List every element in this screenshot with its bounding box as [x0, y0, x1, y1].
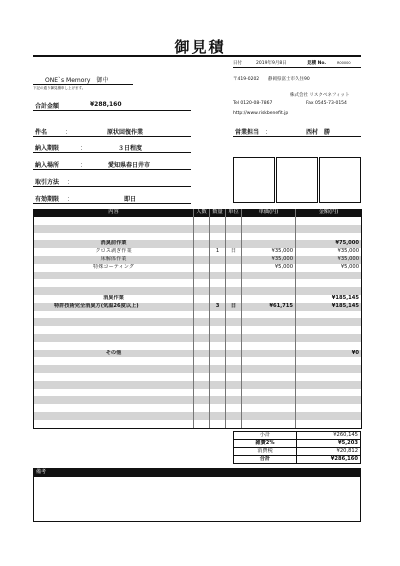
table-row: [34, 334, 362, 342]
delivery-place-label: 納入場所: [35, 162, 60, 169]
cell-people: [194, 279, 210, 287]
company-postal: 〒419-0202: [233, 77, 260, 82]
cell-amount: ¥185,145: [296, 295, 362, 303]
cell-people: [194, 389, 210, 397]
cell-description: [34, 396, 194, 404]
totals-label: 消費税: [234, 448, 297, 456]
cell-amount: [296, 272, 362, 280]
cell-quantity: [210, 381, 226, 389]
sales-rep-colon: ：: [265, 129, 272, 136]
totals-value: ¥286,160: [297, 456, 361, 464]
cell-description: [34, 404, 194, 412]
cell-unit: [226, 264, 242, 272]
table-row: [34, 311, 362, 319]
cell-unit-price: [242, 396, 296, 404]
cell-quantity: [210, 412, 226, 420]
cell-quantity: [210, 326, 226, 334]
cell-quantity: [210, 389, 226, 397]
cell-amount: [296, 420, 362, 428]
customer-name: ONE`s Memory 御中: [45, 77, 109, 84]
cell-description: クロス剥ぎ作業: [34, 248, 194, 256]
table-row: [34, 404, 362, 412]
cell-quantity: [210, 365, 226, 373]
cell-amount: [296, 342, 362, 350]
cell-amount: ¥75,000: [296, 240, 362, 248]
cell-quantity: [210, 357, 226, 365]
cell-people: [194, 256, 210, 264]
header-unit: 単位: [226, 209, 242, 217]
table-row: [34, 365, 362, 373]
title-rule: [33, 55, 361, 57]
cell-unit-price: [242, 279, 296, 287]
cell-unit: [226, 233, 242, 241]
cell-people: [194, 357, 210, 365]
header-people: 人数: [194, 209, 210, 217]
cell-amount: ¥35,000: [296, 256, 362, 264]
cell-description: [34, 412, 194, 420]
totals-row: [234, 456, 361, 464]
cell-amount: [296, 396, 362, 404]
cell-unit-price: [242, 342, 296, 350]
cell-unit: [226, 389, 242, 397]
table-row: [34, 420, 362, 428]
cell-amount: ¥5,000: [296, 264, 362, 272]
cell-quantity: [210, 420, 226, 428]
cell-quantity: [210, 256, 226, 264]
estimate-no-value: R00000: [337, 61, 351, 65]
total-amount-value: ¥288,160: [90, 101, 122, 108]
validity-label: 有効期限: [35, 196, 60, 203]
table-row: [34, 240, 362, 248]
cell-unit-price: ¥35,000: [242, 248, 296, 256]
cell-people: [194, 287, 210, 295]
cell-unit-price: [242, 326, 296, 334]
cell-quantity: [210, 272, 226, 280]
cell-description: [34, 381, 194, 389]
delivery-place-colon: ：: [80, 162, 87, 169]
cell-unit: [226, 256, 242, 264]
payment-method-rule: [33, 186, 191, 187]
cell-amount: [296, 326, 362, 334]
sales-rep-rule: [233, 136, 361, 137]
cell-amount: [296, 334, 362, 342]
cell-amount: [296, 233, 362, 241]
cell-unit-price: [242, 240, 296, 248]
cell-amount: ¥35,000: [296, 248, 362, 256]
cell-unit-price: [242, 318, 296, 326]
table-row: [34, 396, 362, 404]
cell-description: [34, 389, 194, 397]
cell-amount: [296, 412, 362, 420]
cell-people: [194, 365, 210, 373]
cell-quantity: [210, 217, 226, 225]
cell-unit: [226, 373, 242, 381]
cell-amount: [296, 373, 362, 381]
cell-description: [34, 225, 194, 233]
header-amount: 金額(円): [296, 209, 362, 217]
validity-rule: [33, 203, 191, 204]
deadline-label: 納入期限: [35, 145, 60, 152]
table-row: [34, 264, 362, 272]
totals-value: ¥5,203: [297, 440, 361, 448]
cell-unit-price: [242, 381, 296, 389]
cell-amount: [296, 279, 362, 287]
cell-amount: [296, 357, 362, 365]
cell-unit-price: [242, 420, 296, 428]
table-row: [34, 350, 362, 358]
cell-amount: [296, 404, 362, 412]
date-label: 日付: [233, 61, 242, 66]
subject-label: 件名: [35, 129, 48, 136]
cell-unit: 日: [226, 248, 242, 256]
company-url[interactable]: http://www.riskbenefit.jp: [233, 111, 289, 116]
table-row: [34, 233, 362, 241]
cell-unit: [226, 396, 242, 404]
items-table: [33, 209, 362, 429]
payment-method-colon: ：: [67, 179, 74, 186]
cell-description: [34, 279, 194, 287]
subject-value: 原状回復作業: [107, 129, 144, 136]
cell-description: [34, 311, 194, 319]
subject-rule: [33, 136, 191, 137]
table-row: [34, 256, 362, 264]
header-unit-price: 単価(円): [242, 209, 296, 217]
cell-description: [34, 287, 194, 295]
sales-rep-label: 営業担当: [235, 129, 260, 136]
table-row: [34, 272, 362, 280]
table-row: [34, 318, 362, 326]
items-body: [34, 217, 362, 428]
cell-quantity: [210, 334, 226, 342]
cell-unit: [226, 279, 242, 287]
cell-amount: [296, 217, 362, 225]
cell-description: 特許技術完全消臭方(気温26度以上): [34, 303, 194, 311]
cell-unit: [226, 381, 242, 389]
cell-unit: [226, 318, 242, 326]
table-row: [34, 412, 362, 420]
cell-quantity: [210, 404, 226, 412]
cell-unit: [226, 311, 242, 319]
cell-quantity: [210, 396, 226, 404]
cell-unit-price: [242, 272, 296, 280]
deadline-rule: [33, 152, 191, 153]
cell-quantity: [210, 311, 226, 319]
date-value: 2019年9月8日: [256, 61, 287, 66]
cell-people: [194, 326, 210, 334]
notes-box[interactable]: [33, 476, 361, 522]
cell-unit: [226, 357, 242, 365]
cell-quantity: [210, 342, 226, 350]
notes-label: 備考: [36, 469, 47, 475]
cell-quantity: [210, 279, 226, 287]
cell-description: その他: [34, 350, 194, 358]
table-row: [34, 287, 362, 295]
cell-unit: [226, 240, 242, 248]
cell-unit-price: [242, 365, 296, 373]
cell-unit: [226, 326, 242, 334]
cell-people: [194, 225, 210, 233]
table-row: [34, 248, 362, 256]
cell-unit: [226, 334, 242, 342]
cell-people: [194, 318, 210, 326]
cell-people: [194, 240, 210, 248]
cell-amount: ¥185,145: [296, 303, 362, 311]
cell-people: [194, 311, 210, 319]
cell-amount: [296, 365, 362, 373]
cell-people: [194, 381, 210, 389]
cell-people: [194, 248, 210, 256]
cell-amount: [296, 311, 362, 319]
cell-unit-price: [242, 389, 296, 397]
table-header-row: [34, 209, 362, 217]
table-row: [34, 389, 362, 397]
cell-unit: [226, 295, 242, 303]
cell-unit-price: [242, 233, 296, 241]
cell-quantity: [210, 240, 226, 248]
cell-people: [194, 342, 210, 350]
cell-people: [194, 303, 210, 311]
totals-row: [234, 448, 361, 456]
totals-row: [234, 440, 361, 448]
cell-people: [194, 396, 210, 404]
cell-unit-price: [242, 357, 296, 365]
estimate-no-label: 見積 No.: [307, 61, 327, 66]
document-title: 御見積: [174, 38, 226, 56]
cell-description: 消臭前作業: [34, 240, 194, 248]
cell-people: [194, 295, 210, 303]
table-row: [34, 373, 362, 381]
cell-unit: [226, 225, 242, 233]
stamp-box-1: [233, 157, 275, 203]
cell-unit-price: [242, 225, 296, 233]
cell-people: [194, 233, 210, 241]
deadline-value: ３日程度: [118, 145, 143, 152]
stamp-box-3: [319, 157, 361, 203]
table-row: [34, 225, 362, 233]
cell-description: 床解体作業: [34, 256, 194, 264]
cell-description: [34, 365, 194, 373]
cell-quantity: 1: [210, 248, 226, 256]
cell-description: [34, 326, 194, 334]
cell-people: [194, 264, 210, 272]
cell-unit-price: [242, 334, 296, 342]
cell-description: [34, 233, 194, 241]
cell-description: [34, 373, 194, 381]
cell-unit: [226, 272, 242, 280]
cell-unit-price: [242, 295, 296, 303]
cell-unit-price: [242, 350, 296, 358]
cell-description: [34, 342, 194, 350]
subject-colon: ：: [65, 129, 72, 136]
cell-amount: [296, 225, 362, 233]
cell-people: [194, 334, 210, 342]
cell-unit-price: ¥35,000: [242, 256, 296, 264]
validity-colon: ：: [67, 196, 74, 203]
table-row: [34, 357, 362, 365]
cell-people: [194, 217, 210, 225]
table-row: [34, 342, 362, 350]
cell-unit-price: [242, 404, 296, 412]
payment-method-label: 取引方法: [35, 179, 60, 186]
cell-description: [34, 272, 194, 280]
cell-unit-price: [242, 217, 296, 225]
cell-unit: [226, 350, 242, 358]
cell-amount: [296, 389, 362, 397]
company-address: 静岡県富士市久住90: [268, 77, 310, 82]
cell-unit-price: [242, 311, 296, 319]
cell-quantity: [210, 225, 226, 233]
cell-unit: [226, 365, 242, 373]
cell-description: [34, 357, 194, 365]
delivery-place-rule: [33, 169, 191, 170]
notes-header: [33, 468, 361, 476]
sales-rep-value: 西村 勝: [306, 129, 331, 136]
cell-unit-price: [242, 287, 296, 295]
cell-unit-price: [242, 373, 296, 381]
totals-row: [234, 432, 361, 440]
table-row: [34, 279, 362, 287]
cell-unit-price: [242, 412, 296, 420]
cell-unit: [226, 420, 242, 428]
cell-amount: ¥0: [296, 350, 362, 358]
cell-description: 消臭作業: [34, 295, 194, 303]
cell-description: 特殊コーティング: [34, 264, 194, 272]
cell-unit: [226, 404, 242, 412]
company-fax: Fax 0545-73-0154: [306, 101, 347, 106]
cell-description: [34, 420, 194, 428]
total-rule: [33, 110, 191, 111]
cell-people: [194, 373, 210, 381]
cell-quantity: [210, 287, 226, 295]
cell-quantity: [210, 295, 226, 303]
stamp-box-2: [276, 157, 318, 203]
cell-people: [194, 272, 210, 280]
meta-rule: [233, 67, 361, 68]
table-row: [34, 326, 362, 334]
cell-people: [194, 404, 210, 412]
table-row: [34, 217, 362, 225]
totals-label: 合計: [234, 456, 297, 464]
cell-amount: [296, 318, 362, 326]
validity-value: 即日: [124, 196, 137, 203]
header-quantity: 数量: [210, 209, 226, 217]
table-row: [34, 295, 362, 303]
cell-quantity: [210, 350, 226, 358]
cell-unit: [226, 412, 242, 420]
totals-value: ¥260,145: [297, 432, 361, 440]
cell-amount: [296, 287, 362, 295]
cell-description: [34, 318, 194, 326]
cell-people: [194, 412, 210, 420]
cell-quantity: [210, 264, 226, 272]
table-row: [34, 303, 362, 311]
deadline-colon: ：: [80, 145, 87, 152]
cell-people: [194, 350, 210, 358]
cell-description: [34, 217, 194, 225]
cell-unit-price: ¥5,000: [242, 264, 296, 272]
cell-amount: [296, 381, 362, 389]
cell-quantity: [210, 233, 226, 241]
cell-people: [194, 420, 210, 428]
cell-unit: 日: [226, 303, 242, 311]
customer-note: 下記の通り御見積申し上げます。: [33, 86, 86, 90]
cell-unit: [226, 217, 242, 225]
customer-rule: [33, 84, 133, 85]
totals-label: 雑費2%: [234, 440, 297, 448]
totals-label: 小計: [234, 432, 297, 440]
cell-description: [34, 334, 194, 342]
table-row: [34, 381, 362, 389]
cell-unit: [226, 287, 242, 295]
totals-value: ¥20,812: [297, 448, 361, 456]
cell-unit: [226, 342, 242, 350]
total-amount-label: 合計金額: [35, 103, 60, 110]
cell-quantity: [210, 318, 226, 326]
header-description: 内容: [34, 209, 194, 217]
cell-quantity: 3: [210, 303, 226, 311]
company-name: 株式会社 リスクベネフィット: [290, 93, 350, 98]
totals-table: [233, 431, 361, 464]
company-tel: Tel 0120-08-7867: [233, 101, 273, 106]
cell-quantity: [210, 373, 226, 381]
delivery-place-value: 愛知県春日井市: [108, 162, 151, 169]
cell-unit-price: ¥61,715: [242, 303, 296, 311]
